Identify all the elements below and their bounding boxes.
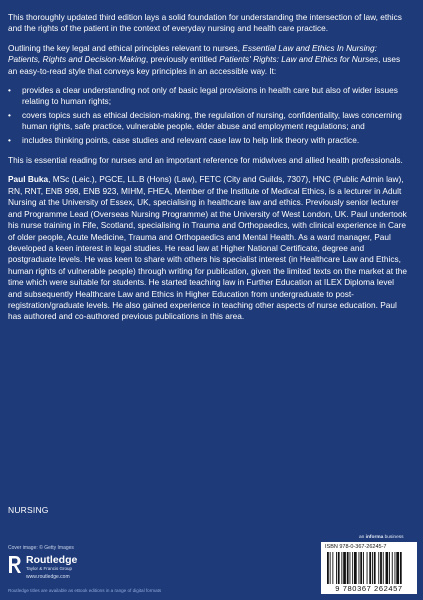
informa-business: [359, 535, 404, 540]
barcode-panel: [321, 542, 417, 594]
blurb: [8, 12, 408, 331]
informa-prefix: an: [359, 535, 366, 540]
routledge-logo-icon: [8, 555, 22, 574]
informa-brand: informa: [365, 535, 384, 540]
ebook-note: Routledge titles are available as eBook editions in a range of digital formats: [8, 588, 162, 593]
outline-middle: , previously entitled: [145, 54, 220, 65]
audience-paragraph: This is essential reading for nurses and an important reference for midwives and allied health professionals.: [8, 155, 403, 166]
subject-category: NURSING: [8, 505, 49, 515]
intro-paragraph: This thoroughly updated third edition lays a solid foundation for understanding the intersection of law, ethics and the rights of the patient in the context of everyday nursing and health care practice.: [8, 12, 402, 34]
barcode-digits: 9 780367 262457: [335, 584, 403, 593]
feature-list: [8, 85, 408, 146]
previous-title: Patients' Rights: Law and Ethics for Nurses: [219, 54, 379, 65]
list-item: • provides a clear understanding not only of basic legal provisions in health care but also of wider issues relating to human rights;: [8, 85, 408, 108]
publisher-url[interactable]: www.routledge.com: [26, 574, 70, 580]
current-title: Essential Law and Ethics In Nursing: Patients, Rights and Decision-Making: [8, 42, 377, 65]
list-item: • covers topics such as ethical decision-making, the regulation of nursing, confidentiality, laws concerning human rights, safe practice, vulnerable people, elder abuse and employment regulations; and: [8, 110, 408, 133]
informa-suffix: business: [383, 535, 404, 540]
author-bio-text: , MSc (Leic.), PGCE, LL.B (Hons) (Law), FETC (City and Guilds, 7307), HNC (Public Admin law), RN, RNT, ENB 998, ENB 923, MIHM, FHEA, Member of the Institute of Medical Ethics, is a lecturer in Adult Nursing at the University of Essex, UK, specialising in healthcare law and ethics. Previously senior lecturer and Programme Lead (Overseas Nursing Programme) at the University of West London, UK. Paul undertook his nurse training in Fife, Scotland, specialising in Trauma and Orthopaedics, with clinical experience in Care of older people, Acute Medicine, Trauma and Orthopaedics and Mental Health. As a ward manager, Paul developed a keen interest in legal studies. He read law at Higher National Certificate, degree and postgraduate levels. He was keen to share with others his specialist interest (in Healthcare Law and Ethics, human rights of vulnerable people) through writing for publication, given the limited texts on the market at the time which were suitable for students. He started teaching law in Further Education at ILEX Diploma level and subsequently Healthcare Law and Ethics in Higher Education from undergraduate to post-registration/graduate levels. He also gained experience in teaching other aspects of nurse education. Paul has authored and co-authored previous publications in this area.: [8, 174, 407, 322]
author-bio: [8, 174, 408, 322]
outline-after: , uses an easy-to-read style that conveys key principles in an accessible way. It:: [8, 54, 401, 76]
publisher-logo: [8, 555, 77, 580]
outline-paragraph: [8, 43, 408, 77]
isbn-label: ISBN 978-0-367-26245-7: [325, 544, 387, 550]
barcode-icon: [325, 552, 413, 584]
list-item: • includes thinking points, case studies and relevant case law to help link theory with practice.: [8, 135, 408, 146]
outline-before: Outlining the key legal and ethical principles relevant to nurses,: [8, 42, 243, 53]
author-name: Paul Buka: [8, 174, 49, 185]
cover-credit: Cover image: © Getty Images: [8, 545, 74, 551]
publisher-group: Taylor & Francis Group: [26, 566, 73, 571]
publisher-name: Routledge: [26, 554, 78, 566]
